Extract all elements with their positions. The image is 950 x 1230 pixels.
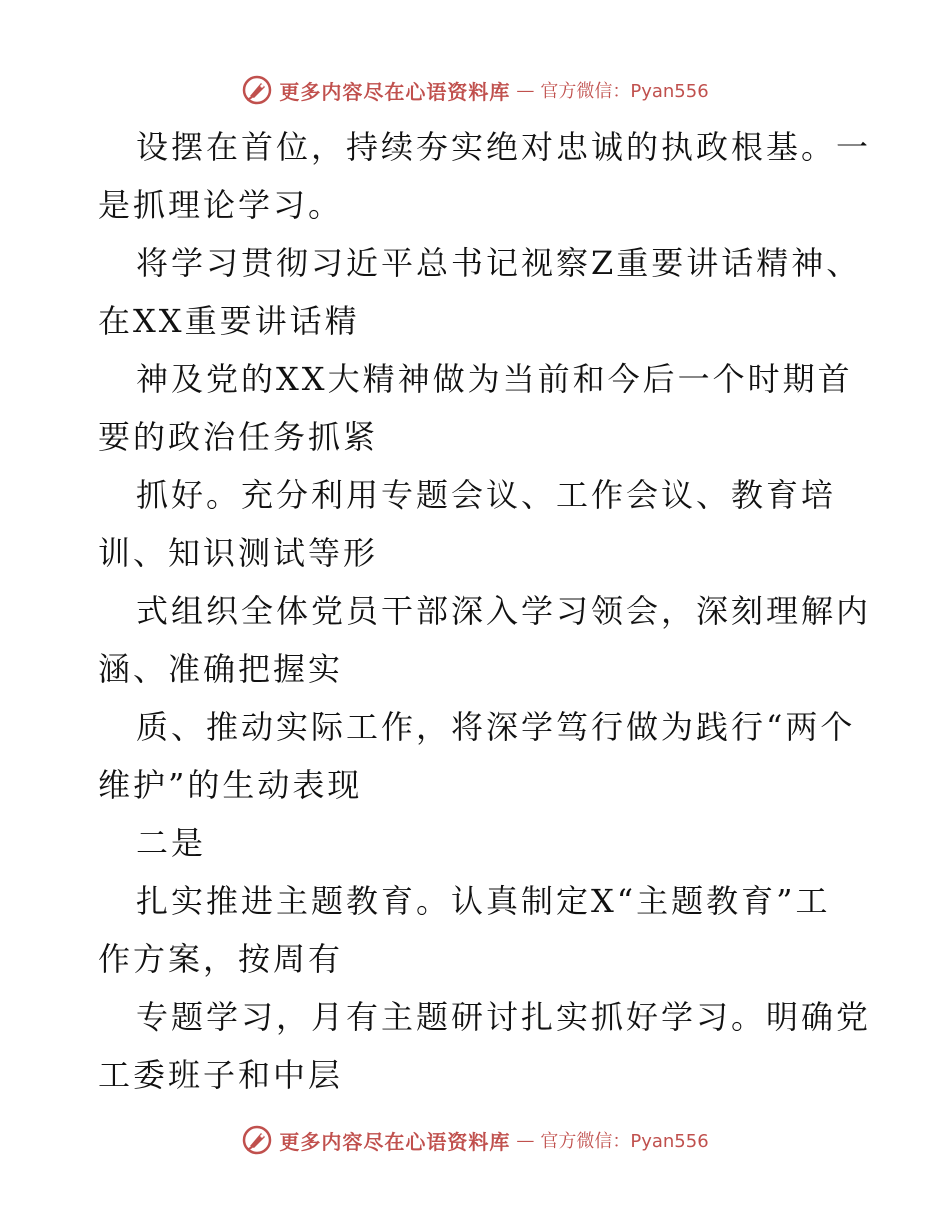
footer-banner-title: 更多内容尽在心语资料库 (279, 1129, 511, 1154)
header-banner (0, 70, 950, 110)
text-line: 涵、准确把握实 (98, 650, 344, 688)
text-line: 专题学习，月有主题研讨扎实抓好学习。明确党 (136, 998, 872, 1036)
pen-nib-logo-icon (241, 1124, 273, 1156)
footer-banner (0, 1120, 950, 1160)
pen-nib-logo-icon (241, 74, 273, 106)
text-line: 式组织全体党员干部深入学习领会，深刻理解内 (136, 592, 872, 630)
footer-banner-separator: — (516, 1129, 535, 1151)
text-line: 是抓理论学习。 (98, 186, 344, 224)
text-line: 维护”的生动表现 (98, 766, 363, 804)
text-line: 要的政治任务抓紧 (98, 418, 379, 456)
text-line: 设摆在首位，持续夯实绝对忠诚的执政根基。一 (136, 128, 872, 166)
banner-wechat: 官方微信：Pyan556 (540, 81, 709, 102)
banner-title: 更多内容尽在心语资料库 (279, 79, 511, 104)
text-line: 训、知识测试等形 (98, 534, 379, 572)
document-body (98, 118, 872, 1104)
text-line: 扎实推进主题教育。认真制定X“主题教育”工 (136, 882, 831, 920)
banner-separator: — (516, 79, 535, 101)
text-line: 神及党的XX大精神做为当前和今后一个时期首 (136, 360, 853, 398)
text-line: 抓好。充分利用专题会议、工作会议、教育培 (136, 476, 837, 514)
text-line: 质、推动实际工作，将深学笃行做为践行“两个 (136, 708, 856, 746)
text-line: 作方案，按周有 (98, 940, 344, 978)
footer-banner-wechat: 官方微信：Pyan556 (540, 1131, 709, 1152)
text-line: 二是 (136, 824, 207, 862)
text-line: 在XX重要讲话精 (98, 302, 360, 340)
text-line: 工委班子和中层 (98, 1056, 344, 1094)
text-line: 将学习贯彻习近平总书记视察Z重要讲话精神、 (136, 244, 862, 282)
